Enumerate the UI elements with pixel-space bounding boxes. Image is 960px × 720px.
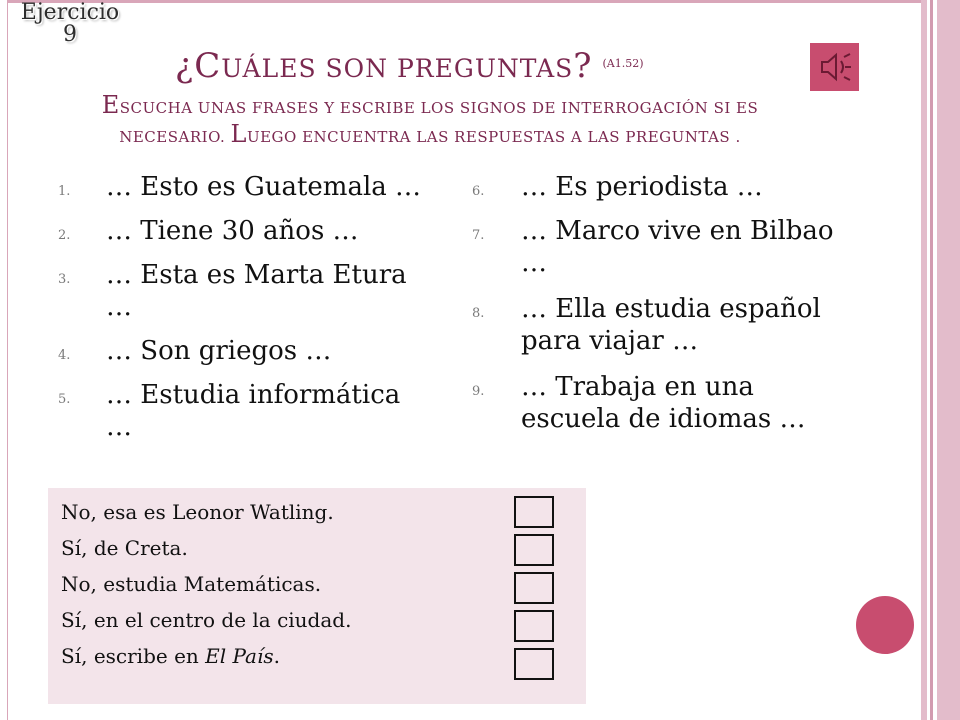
list-number: 8.	[472, 306, 485, 321]
title-rest: UÁLES SON PREGUNTAS	[221, 54, 574, 83]
answer-item	[61, 644, 280, 668]
exercise-label-number: 9	[63, 22, 77, 47]
list-number: 6.	[472, 184, 485, 199]
decor-circle	[856, 596, 914, 654]
subtitle-text-2a: NECESARIO.	[119, 128, 231, 146]
answer-text-b: .	[273, 644, 280, 668]
answer-text-a: Sí, escribe en	[61, 644, 206, 668]
answer-checkbox[interactable]	[514, 496, 554, 528]
list-number: 4.	[58, 348, 71, 363]
title-initial: C	[194, 46, 222, 86]
sentence-item: … Son griegos …	[106, 336, 332, 366]
list-number: 7.	[472, 228, 485, 243]
sentence-item-line-1: … Ella estudia español	[521, 294, 821, 324]
sentence-item-line-2: …	[106, 412, 132, 442]
sentence-item-line-2: para viajar …	[521, 326, 699, 356]
slide-subtitle	[30, 92, 830, 150]
sentence-item-line-2: escuela de idiomas …	[521, 404, 806, 434]
answer-checkbox[interactable]	[514, 610, 554, 642]
sentence-item-line-1: … Estudia informática	[106, 380, 401, 410]
decor-stripe-2	[930, 0, 933, 720]
sentence-item: … Es periodista …	[521, 172, 763, 202]
title-reference: (A1.52)	[602, 57, 644, 70]
sentence-item: … Tiene 30 años …	[106, 216, 359, 246]
sentence-item-line-2: …	[106, 292, 132, 322]
title-close-question: ?	[573, 46, 593, 86]
frame-left-line	[7, 0, 8, 720]
subtitle-text-1: SCUCHA UNAS FRASES Y ESCRIBE LOS SIGNOS DE INTERROGACIÓN SI ES	[119, 99, 759, 117]
list-number: 1.	[58, 184, 71, 199]
answer-checkbox[interactable]	[514, 648, 554, 680]
list-number: 9.	[472, 384, 485, 399]
title-open-question: ¿	[175, 46, 195, 86]
subtitle-line-1	[30, 92, 830, 121]
list-number: 2.	[58, 228, 71, 243]
subtitle-initial-e: E	[101, 91, 120, 119]
answer-item: No, estudia Matemáticas.	[61, 572, 322, 596]
answer-item: Sí, de Creta.	[61, 536, 188, 560]
exercise-label	[8, 2, 132, 46]
answers-panel	[48, 488, 586, 704]
sentence-item-line-2: …	[521, 248, 547, 278]
answer-item: No, esa es Leonor Watling.	[61, 500, 334, 524]
decor-stripe-3	[937, 0, 960, 720]
slide-title	[175, 46, 644, 86]
sentence-item-line-1: … Trabaja en una	[521, 372, 754, 402]
answer-checkbox[interactable]	[514, 534, 554, 566]
answer-newspaper-name: El País	[205, 644, 274, 668]
sentence-item-line-1: … Esta es Marta Etura	[106, 260, 407, 290]
sentence-item: … Esto es Guatemala …	[106, 172, 422, 202]
decor-stripe-1	[921, 0, 927, 720]
answer-item: Sí, en el centro de la ciudad.	[61, 608, 352, 632]
answer-checkbox[interactable]	[514, 572, 554, 604]
list-number: 5.	[58, 392, 71, 407]
list-number: 3.	[58, 272, 71, 287]
exercise-label-word: Ejercicio	[20, 0, 120, 25]
subtitle-initial-l: L	[230, 120, 247, 148]
subtitle-line-2	[30, 121, 830, 150]
subtitle-text-2b: UEGO ENCUENTRA LAS RESPUESTAS A LAS PREGUNTAS .	[246, 128, 741, 146]
frame-top-line	[7, 0, 927, 3]
sentence-item-line-1: … Marco vive en Bilbao	[521, 216, 834, 246]
speaker-volume-icon[interactable]	[810, 43, 859, 91]
